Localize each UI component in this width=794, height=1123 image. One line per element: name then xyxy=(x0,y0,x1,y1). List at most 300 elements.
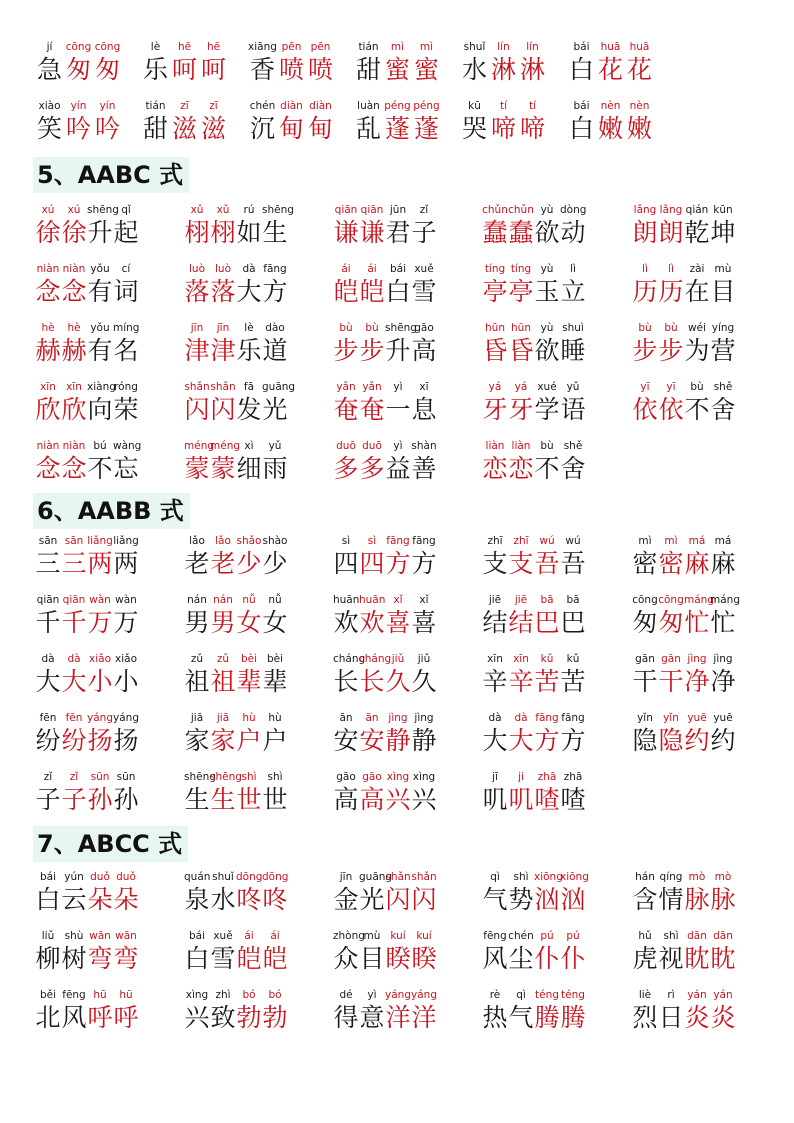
pinyin-syllable: mò xyxy=(688,871,706,883)
pinyin-syllable: huān xyxy=(359,594,386,606)
hanzi-char: 立 xyxy=(560,277,586,306)
word-item xyxy=(460,99,553,149)
pinyin-syllable: xǔ xyxy=(190,204,204,216)
hanzi-char: 念 xyxy=(35,277,61,306)
pinyin-syllable: xǐ xyxy=(419,594,429,606)
hanzi-line xyxy=(482,393,586,427)
pinyin-syllable: yá xyxy=(488,381,502,393)
hanzi-char: 有 xyxy=(87,336,113,365)
hanzi-char: 多 xyxy=(359,454,385,483)
hanzi-line xyxy=(632,1001,736,1035)
pinyin-syllable: fāng xyxy=(412,535,436,547)
hanzi-line xyxy=(333,452,437,486)
hanzi-char: 香 xyxy=(249,55,275,84)
pinyin-syllable: jìng xyxy=(713,653,733,665)
hanzi-char: 小 xyxy=(87,667,113,696)
pinyin-line xyxy=(35,711,139,725)
hanzi-char: 如 xyxy=(236,218,262,247)
hanzi-char: 北 xyxy=(35,1003,61,1032)
hanzi-char: 有 xyxy=(87,277,113,306)
hanzi-line xyxy=(482,665,586,699)
pinyin-syllable: méng xyxy=(184,440,215,452)
pinyin-line xyxy=(333,652,437,666)
pinyin-syllable: chén xyxy=(508,930,534,942)
pinyin-syllable: dé xyxy=(339,989,353,1001)
hanzi-char: 方 xyxy=(411,549,437,578)
hanzi-char: 嫩 xyxy=(626,114,652,143)
pinyin-syllable: dōng xyxy=(262,871,289,883)
hanzi-char: 云 xyxy=(61,885,87,914)
pinyin-syllable: hē xyxy=(177,41,192,53)
hanzi-char: 日 xyxy=(658,1003,684,1032)
hanzi-char: 树 xyxy=(61,944,87,973)
hanzi-char: 万 xyxy=(113,608,139,637)
pinyin-line xyxy=(35,770,139,784)
hanzi-char: 辈 xyxy=(262,667,288,696)
hanzi-char: 生 xyxy=(210,785,236,814)
hanzi-char: 栩 xyxy=(210,218,236,247)
pinyin-syllable: pēn xyxy=(310,41,331,53)
hanzi-char: 依 xyxy=(632,395,658,424)
pinyin-syllable: nán xyxy=(187,594,207,606)
hanzi-line xyxy=(35,883,139,917)
word-item xyxy=(632,711,742,761)
pinyin-syllable: wéi xyxy=(688,322,706,334)
pinyin-line xyxy=(632,321,736,335)
hanzi-char: 生 xyxy=(184,785,210,814)
pinyin-syllable: cōng xyxy=(65,41,92,53)
word-item xyxy=(184,262,294,312)
pinyin-line xyxy=(35,321,139,335)
hanzi-char: 啼 xyxy=(519,114,545,143)
hanzi-char: 蠢 xyxy=(482,218,508,247)
pinyin-syllable: yù xyxy=(540,204,554,216)
pinyin-syllable: sì xyxy=(341,535,351,547)
pinyin-syllable: lǎng xyxy=(633,204,657,216)
pinyin-line xyxy=(184,321,288,335)
pinyin-syllable: chǔn xyxy=(482,204,508,216)
hanzi-char: 白 xyxy=(568,55,594,84)
pinyin-syllable: yáng xyxy=(411,989,437,1001)
hanzi-char: 舍 xyxy=(710,395,736,424)
hanzi-char: 闪 xyxy=(184,395,210,424)
hanzi-char: 炎 xyxy=(710,1003,736,1032)
hanzi-char: 甜 xyxy=(142,114,168,143)
word-item xyxy=(35,652,145,702)
pinyin-syllable: rú xyxy=(243,204,255,216)
hanzi-char: 兴 xyxy=(385,785,411,814)
pinyin-syllable: yín xyxy=(99,100,116,112)
pinyin-syllable: ān xyxy=(365,712,379,724)
pinyin-line xyxy=(35,262,139,276)
hanzi-char: 大 xyxy=(35,667,61,696)
word-item xyxy=(35,870,145,920)
pinyin-syllable: yǎn xyxy=(362,381,382,393)
pinyin-syllable: xìng xyxy=(412,771,436,783)
pinyin-line xyxy=(333,203,437,217)
pinyin-syllable: chǔn xyxy=(508,204,534,216)
hanzi-char: 子 xyxy=(61,785,87,814)
word-item xyxy=(184,652,294,702)
word-row xyxy=(0,534,794,584)
hanzi-char: 蓬 xyxy=(413,114,439,143)
hanzi-char: 雪 xyxy=(210,944,236,973)
hanzi-char: 沉 xyxy=(249,114,275,143)
pinyin-syllable: tián xyxy=(358,41,379,53)
pinyin-syllable: xiǎo xyxy=(115,653,137,665)
word-item xyxy=(35,99,128,149)
pinyin-syllable: mò xyxy=(714,871,732,883)
word-row xyxy=(0,40,794,90)
pinyin-syllable: qǐ xyxy=(121,204,131,216)
pinyin-line xyxy=(333,711,437,725)
pinyin-syllable: pú xyxy=(540,930,554,942)
hanzi-char: 哭 xyxy=(461,114,487,143)
hanzi-char: 兴 xyxy=(184,1003,210,1032)
hanzi-char: 户 xyxy=(262,726,288,755)
hanzi-line xyxy=(482,1001,586,1035)
hanzi-char: 气 xyxy=(482,885,508,914)
word-item xyxy=(333,203,443,253)
pinyin-syllable: hǔ xyxy=(638,930,652,942)
pinyin-syllable: wān xyxy=(115,930,137,942)
hanzi-char: 巴 xyxy=(560,608,586,637)
pinyin-syllable: tí xyxy=(528,100,537,112)
word-item xyxy=(482,870,592,920)
pinyin-line xyxy=(567,40,654,54)
pinyin-syllable: xú xyxy=(67,204,81,216)
pinyin-line xyxy=(632,534,736,548)
pinyin-syllable: ān xyxy=(339,712,353,724)
hanzi-line xyxy=(184,275,288,309)
pinyin-syllable: dà xyxy=(41,653,55,665)
hanzi-char: 视 xyxy=(658,944,684,973)
hanzi-char: 欲 xyxy=(534,336,560,365)
hanzi-char: 方 xyxy=(385,549,411,578)
hanzi-line xyxy=(632,724,736,758)
hanzi-line xyxy=(333,547,437,581)
hanzi-line xyxy=(248,53,335,87)
pinyin-syllable: fāng xyxy=(263,263,287,275)
word-item xyxy=(141,99,234,149)
hanzi-line xyxy=(35,942,139,976)
pinyin-line xyxy=(482,203,586,217)
hanzi-line xyxy=(35,393,139,427)
pinyin-line xyxy=(632,593,740,607)
pinyin-syllable: niàn xyxy=(36,440,60,452)
pinyin-syllable: shǎn xyxy=(411,871,437,883)
hanzi-char: 甸 xyxy=(278,114,304,143)
pinyin-syllable: huān xyxy=(333,594,360,606)
pinyin-line xyxy=(632,652,736,666)
hanzi-char: 向 xyxy=(87,395,113,424)
hanzi-char: 女 xyxy=(236,608,262,637)
word-row xyxy=(0,929,794,979)
hanzi-char: 赫 xyxy=(35,336,61,365)
pinyin-line xyxy=(632,870,736,884)
pinyin-syllable: bù xyxy=(540,440,554,452)
pinyin-syllable: zǔ xyxy=(190,653,204,665)
pinyin-line xyxy=(333,929,437,943)
hanzi-char: 咚 xyxy=(236,885,262,914)
hanzi-char: 发 xyxy=(236,395,262,424)
pinyin-syllable: dà xyxy=(242,263,256,275)
word-item xyxy=(632,929,742,979)
pinyin-syllable: bái xyxy=(389,263,407,275)
pinyin-syllable: hū xyxy=(93,989,107,1001)
hanzi-char: 乐 xyxy=(142,55,168,84)
word-item xyxy=(632,380,742,430)
pinyin-syllable: máng xyxy=(684,594,714,606)
pinyin-syllable: nǚ xyxy=(268,594,282,606)
pinyin-syllable: chén xyxy=(249,100,276,112)
hanzi-char: 君 xyxy=(385,218,411,247)
pinyin-syllable: dōng xyxy=(236,871,263,883)
pinyin-syllable: hū xyxy=(119,989,133,1001)
hanzi-char: 谦 xyxy=(359,218,385,247)
hanzi-char: 风 xyxy=(61,1003,87,1032)
hanzi-char: 蜜 xyxy=(413,55,439,84)
word-item xyxy=(184,929,294,979)
pinyin-syllable: yī xyxy=(640,381,650,393)
pinyin-syllable: bái xyxy=(39,871,57,883)
hanzi-line xyxy=(184,942,288,976)
word-item xyxy=(333,321,443,371)
hanzi-line xyxy=(333,1001,437,1035)
hanzi-char: 久 xyxy=(411,667,437,696)
hanzi-char: 奄 xyxy=(333,395,359,424)
pinyin-syllable: duǒ xyxy=(116,871,136,883)
hanzi-char: 扬 xyxy=(113,726,139,755)
pinyin-line xyxy=(482,652,586,666)
pinyin-syllable: jìng xyxy=(388,712,408,724)
hanzi-char: 白 xyxy=(35,885,61,914)
hanzi-char: 热 xyxy=(482,1003,508,1032)
hanzi-char: 花 xyxy=(597,55,623,84)
hanzi-char: 朵 xyxy=(87,885,113,914)
pinyin-syllable: xiào xyxy=(38,100,61,112)
pinyin-syllable: ái xyxy=(270,930,280,942)
hanzi-char: 吟 xyxy=(65,114,91,143)
word-item xyxy=(354,40,447,90)
hanzi-line xyxy=(333,606,437,640)
pinyin-syllable: dà xyxy=(514,712,528,724)
pinyin-syllable: qíng xyxy=(659,871,683,883)
hanzi-line xyxy=(184,883,288,917)
hanzi-char: 呼 xyxy=(113,1003,139,1032)
pinyin-line xyxy=(35,380,139,394)
pinyin-syllable: yáng xyxy=(113,712,139,724)
pinyin-syllable: bèi xyxy=(240,653,258,665)
hanzi-char: 吾 xyxy=(560,549,586,578)
pinyin-line xyxy=(35,593,139,607)
hanzi-char: 朗 xyxy=(632,218,658,247)
pinyin-syllable: fēn xyxy=(39,712,57,724)
pinyin-syllable: yù xyxy=(540,322,554,334)
hanzi-line xyxy=(482,942,586,976)
hanzi-char: 家 xyxy=(210,726,236,755)
hanzi-char: 女 xyxy=(262,608,288,637)
hanzi-char: 密 xyxy=(632,549,658,578)
pinyin-syllable: lǎo xyxy=(215,535,231,547)
pinyin-line xyxy=(141,99,228,113)
hanzi-char: 呼 xyxy=(87,1003,113,1032)
pinyin-line xyxy=(248,40,335,54)
hanzi-char: 大 xyxy=(61,667,87,696)
word-item xyxy=(354,99,447,149)
hanzi-char: 孙 xyxy=(87,785,113,814)
pinyin-syllable: lè xyxy=(150,41,161,53)
hanzi-char: 水 xyxy=(210,885,236,914)
pinyin-syllable: yá xyxy=(514,381,528,393)
pinyin-syllable: zī xyxy=(209,100,218,112)
hanzi-char: 隐 xyxy=(632,726,658,755)
hanzi-char: 祖 xyxy=(210,667,236,696)
pinyin-syllable: kūn xyxy=(713,204,733,216)
pinyin-syllable: xiōng xyxy=(534,871,563,883)
pinyin-syllable: gān xyxy=(661,653,681,665)
hanzi-char: 叽 xyxy=(508,785,534,814)
pinyin-syllable: shuǐ xyxy=(463,41,486,53)
hanzi-char: 牙 xyxy=(482,395,508,424)
pinyin-line xyxy=(333,321,437,335)
pinyin-syllable: kǔ xyxy=(540,653,554,665)
pinyin-syllable: téng xyxy=(535,989,559,1001)
pinyin-line xyxy=(482,988,586,1002)
pinyin-syllable: jī xyxy=(492,771,498,783)
pinyin-syllable: xiāng xyxy=(248,41,277,53)
hanzi-char: 白 xyxy=(385,277,411,306)
pinyin-syllable: yǐn xyxy=(637,712,653,724)
pinyin-syllable: tíng xyxy=(510,263,532,275)
hanzi-char: 谦 xyxy=(333,218,359,247)
word-item xyxy=(35,380,145,430)
hanzi-char: 结 xyxy=(508,608,534,637)
pinyin-line xyxy=(184,711,288,725)
pinyin-syllable: zài xyxy=(689,263,705,275)
hanzi-line xyxy=(482,216,586,250)
hanzi-char: 为 xyxy=(684,336,710,365)
hanzi-char: 不 xyxy=(534,454,560,483)
hanzi-char: 蠢 xyxy=(508,218,534,247)
hanzi-char: 世 xyxy=(236,785,262,814)
pinyin-syllable: xǐ xyxy=(393,594,403,606)
pinyin-syllable: lì xyxy=(570,263,576,275)
pinyin-syllable: bù xyxy=(664,322,678,334)
hanzi-char: 辛 xyxy=(508,667,534,696)
pinyin-syllable: shēng xyxy=(87,204,119,216)
hanzi-char: 老 xyxy=(210,549,236,578)
pinyin-syllable: róng xyxy=(114,381,138,393)
hanzi-char: 步 xyxy=(359,336,385,365)
word-item xyxy=(460,40,553,90)
hanzi-line xyxy=(184,665,288,699)
pinyin-syllable: liǎng xyxy=(87,535,113,547)
hanzi-char: 亭 xyxy=(482,277,508,306)
word-item xyxy=(482,988,592,1038)
pinyin-syllable: shǎn xyxy=(210,381,236,393)
pinyin-syllable: běi xyxy=(39,989,57,1001)
hanzi-char: 扬 xyxy=(87,726,113,755)
pinyin-line xyxy=(354,99,441,113)
hanzi-line xyxy=(333,216,437,250)
hanzi-char: 恋 xyxy=(482,454,508,483)
word-item xyxy=(482,380,592,430)
hanzi-char: 学 xyxy=(534,395,560,424)
hanzi-char: 匆 xyxy=(65,55,91,84)
word-item xyxy=(482,203,592,253)
word-item xyxy=(632,203,742,253)
pinyin-syllable: diàn xyxy=(280,100,303,112)
hanzi-line xyxy=(35,53,122,87)
pinyin-syllable: qiān xyxy=(360,204,384,216)
pinyin-syllable: jiǔ xyxy=(391,653,405,665)
pinyin-syllable: xiōng xyxy=(560,871,589,883)
pinyin-line xyxy=(632,203,736,217)
word-item xyxy=(35,262,145,312)
pinyin-syllable: sūn xyxy=(90,771,110,783)
pinyin-syllable: zī xyxy=(180,100,189,112)
pinyin-syllable: hù xyxy=(268,712,282,724)
hanzi-char: 安 xyxy=(359,726,385,755)
word-item xyxy=(35,203,145,253)
hanzi-line xyxy=(333,724,437,758)
pinyin-syllable: qiān xyxy=(36,594,60,606)
pinyin-syllable: xīn xyxy=(487,653,503,665)
pinyin-syllable: yán xyxy=(687,989,707,1001)
hanzi-char: 万 xyxy=(87,608,113,637)
word-item xyxy=(482,262,592,312)
hanzi-char: 舍 xyxy=(560,454,586,483)
pinyin-line xyxy=(184,929,288,943)
hanzi-char: 营 xyxy=(710,336,736,365)
hanzi-char: 含 xyxy=(632,885,658,914)
pinyin-syllable: liè xyxy=(638,989,652,1001)
hanzi-char: 乱 xyxy=(355,114,381,143)
hanzi-char: 睡 xyxy=(560,336,586,365)
word-item xyxy=(482,929,592,979)
word-row xyxy=(0,770,794,820)
pinyin-syllable: ái xyxy=(367,263,377,275)
hanzi-char: 皑 xyxy=(359,277,385,306)
hanzi-char: 祖 xyxy=(184,667,210,696)
pinyin-syllable: mì xyxy=(638,535,652,547)
hanzi-char: 赫 xyxy=(61,336,87,365)
word-item xyxy=(333,262,443,312)
pinyin-syllable: nǚ xyxy=(242,594,256,606)
hanzi-char: 长 xyxy=(359,667,385,696)
pinyin-syllable: luàn xyxy=(357,100,380,112)
pinyin-syllable: nèn xyxy=(629,100,650,112)
word-item xyxy=(184,380,294,430)
pinyin-syllable: yǐn xyxy=(663,712,679,724)
hanzi-line xyxy=(184,1001,288,1035)
hanzi-char: 长 xyxy=(333,667,359,696)
hanzi-char: 汹 xyxy=(560,885,586,914)
hanzi-char: 升 xyxy=(87,218,113,247)
pinyin-syllable: yī xyxy=(666,381,676,393)
word-item xyxy=(184,203,294,253)
pinyin-syllable: yín xyxy=(70,100,87,112)
pinyin-syllable: mì xyxy=(419,41,434,53)
word-row xyxy=(0,988,794,1038)
pinyin-syllable: wú xyxy=(539,535,555,547)
word-row xyxy=(0,439,794,489)
word-item xyxy=(248,99,341,149)
pinyin-syllable: ji xyxy=(518,771,524,783)
word-row xyxy=(0,593,794,643)
hanzi-line xyxy=(632,275,736,309)
